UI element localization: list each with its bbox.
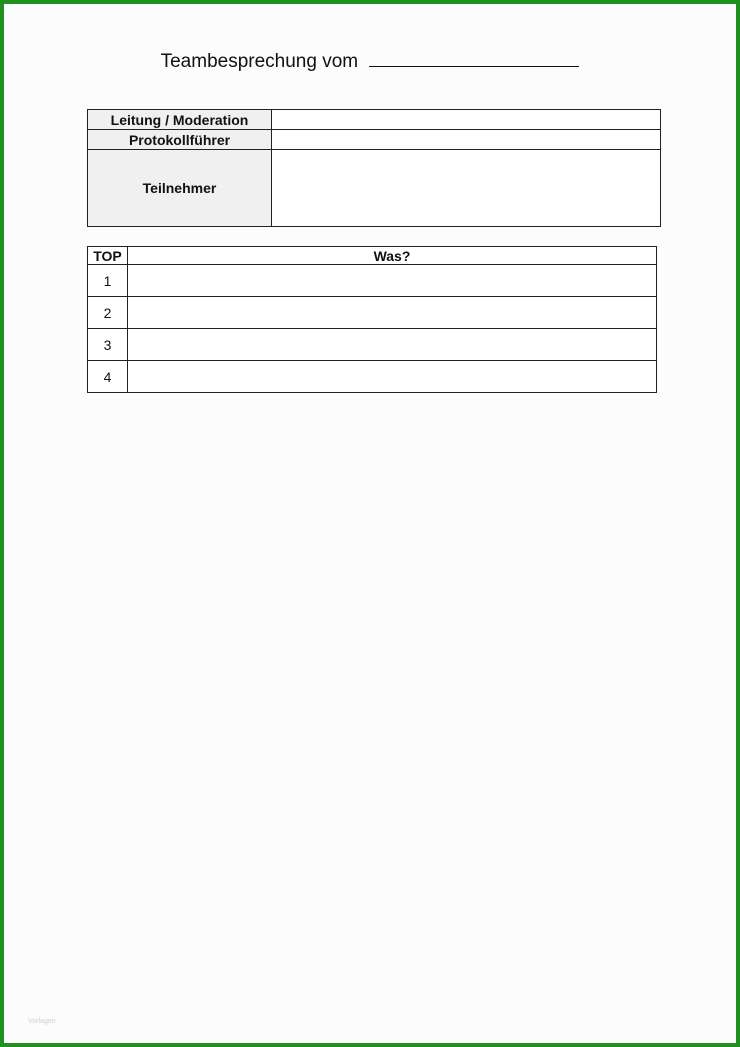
- agenda-row-number: 2: [88, 297, 128, 329]
- info-value-leitung[interactable]: [272, 110, 661, 130]
- agenda-row-content[interactable]: [128, 361, 657, 393]
- agenda-row: [88, 265, 657, 297]
- agenda-row-number: 3: [88, 329, 128, 361]
- agenda-row: [88, 361, 657, 393]
- agenda-row-content[interactable]: [128, 297, 657, 329]
- page-title: [4, 48, 736, 73]
- agenda-row-content[interactable]: [128, 329, 657, 361]
- agenda-table: [87, 246, 657, 393]
- info-value-protokollfuehrer[interactable]: [272, 130, 661, 150]
- info-value-teilnehmer[interactable]: [272, 150, 661, 227]
- agenda-row: [88, 329, 657, 361]
- date-fill-line[interactable]: [369, 48, 579, 67]
- agenda-row: [88, 297, 657, 329]
- meeting-info-table: [87, 109, 661, 227]
- info-label-leitung: Leitung / Moderation: [88, 110, 272, 130]
- info-row-teilnehmer: [88, 150, 661, 227]
- agenda-header-was: Was?: [128, 247, 657, 265]
- info-row-protokollfuehrer: [88, 130, 661, 150]
- title-text: Teambesprechung vom: [160, 51, 359, 72]
- agenda-header-top: TOP: [88, 247, 128, 265]
- agenda-row-number: 4: [88, 361, 128, 393]
- agenda-row-number: 1: [88, 265, 128, 297]
- info-label-teilnehmer: Teilnehmer: [88, 150, 272, 227]
- watermark-text: Vorlagen: [28, 1018, 56, 1025]
- info-row-leitung: [88, 110, 661, 130]
- agenda-row-content[interactable]: [128, 265, 657, 297]
- info-label-protokollfuehrer: Protokollführer: [88, 130, 272, 150]
- agenda-header-row: [88, 247, 657, 265]
